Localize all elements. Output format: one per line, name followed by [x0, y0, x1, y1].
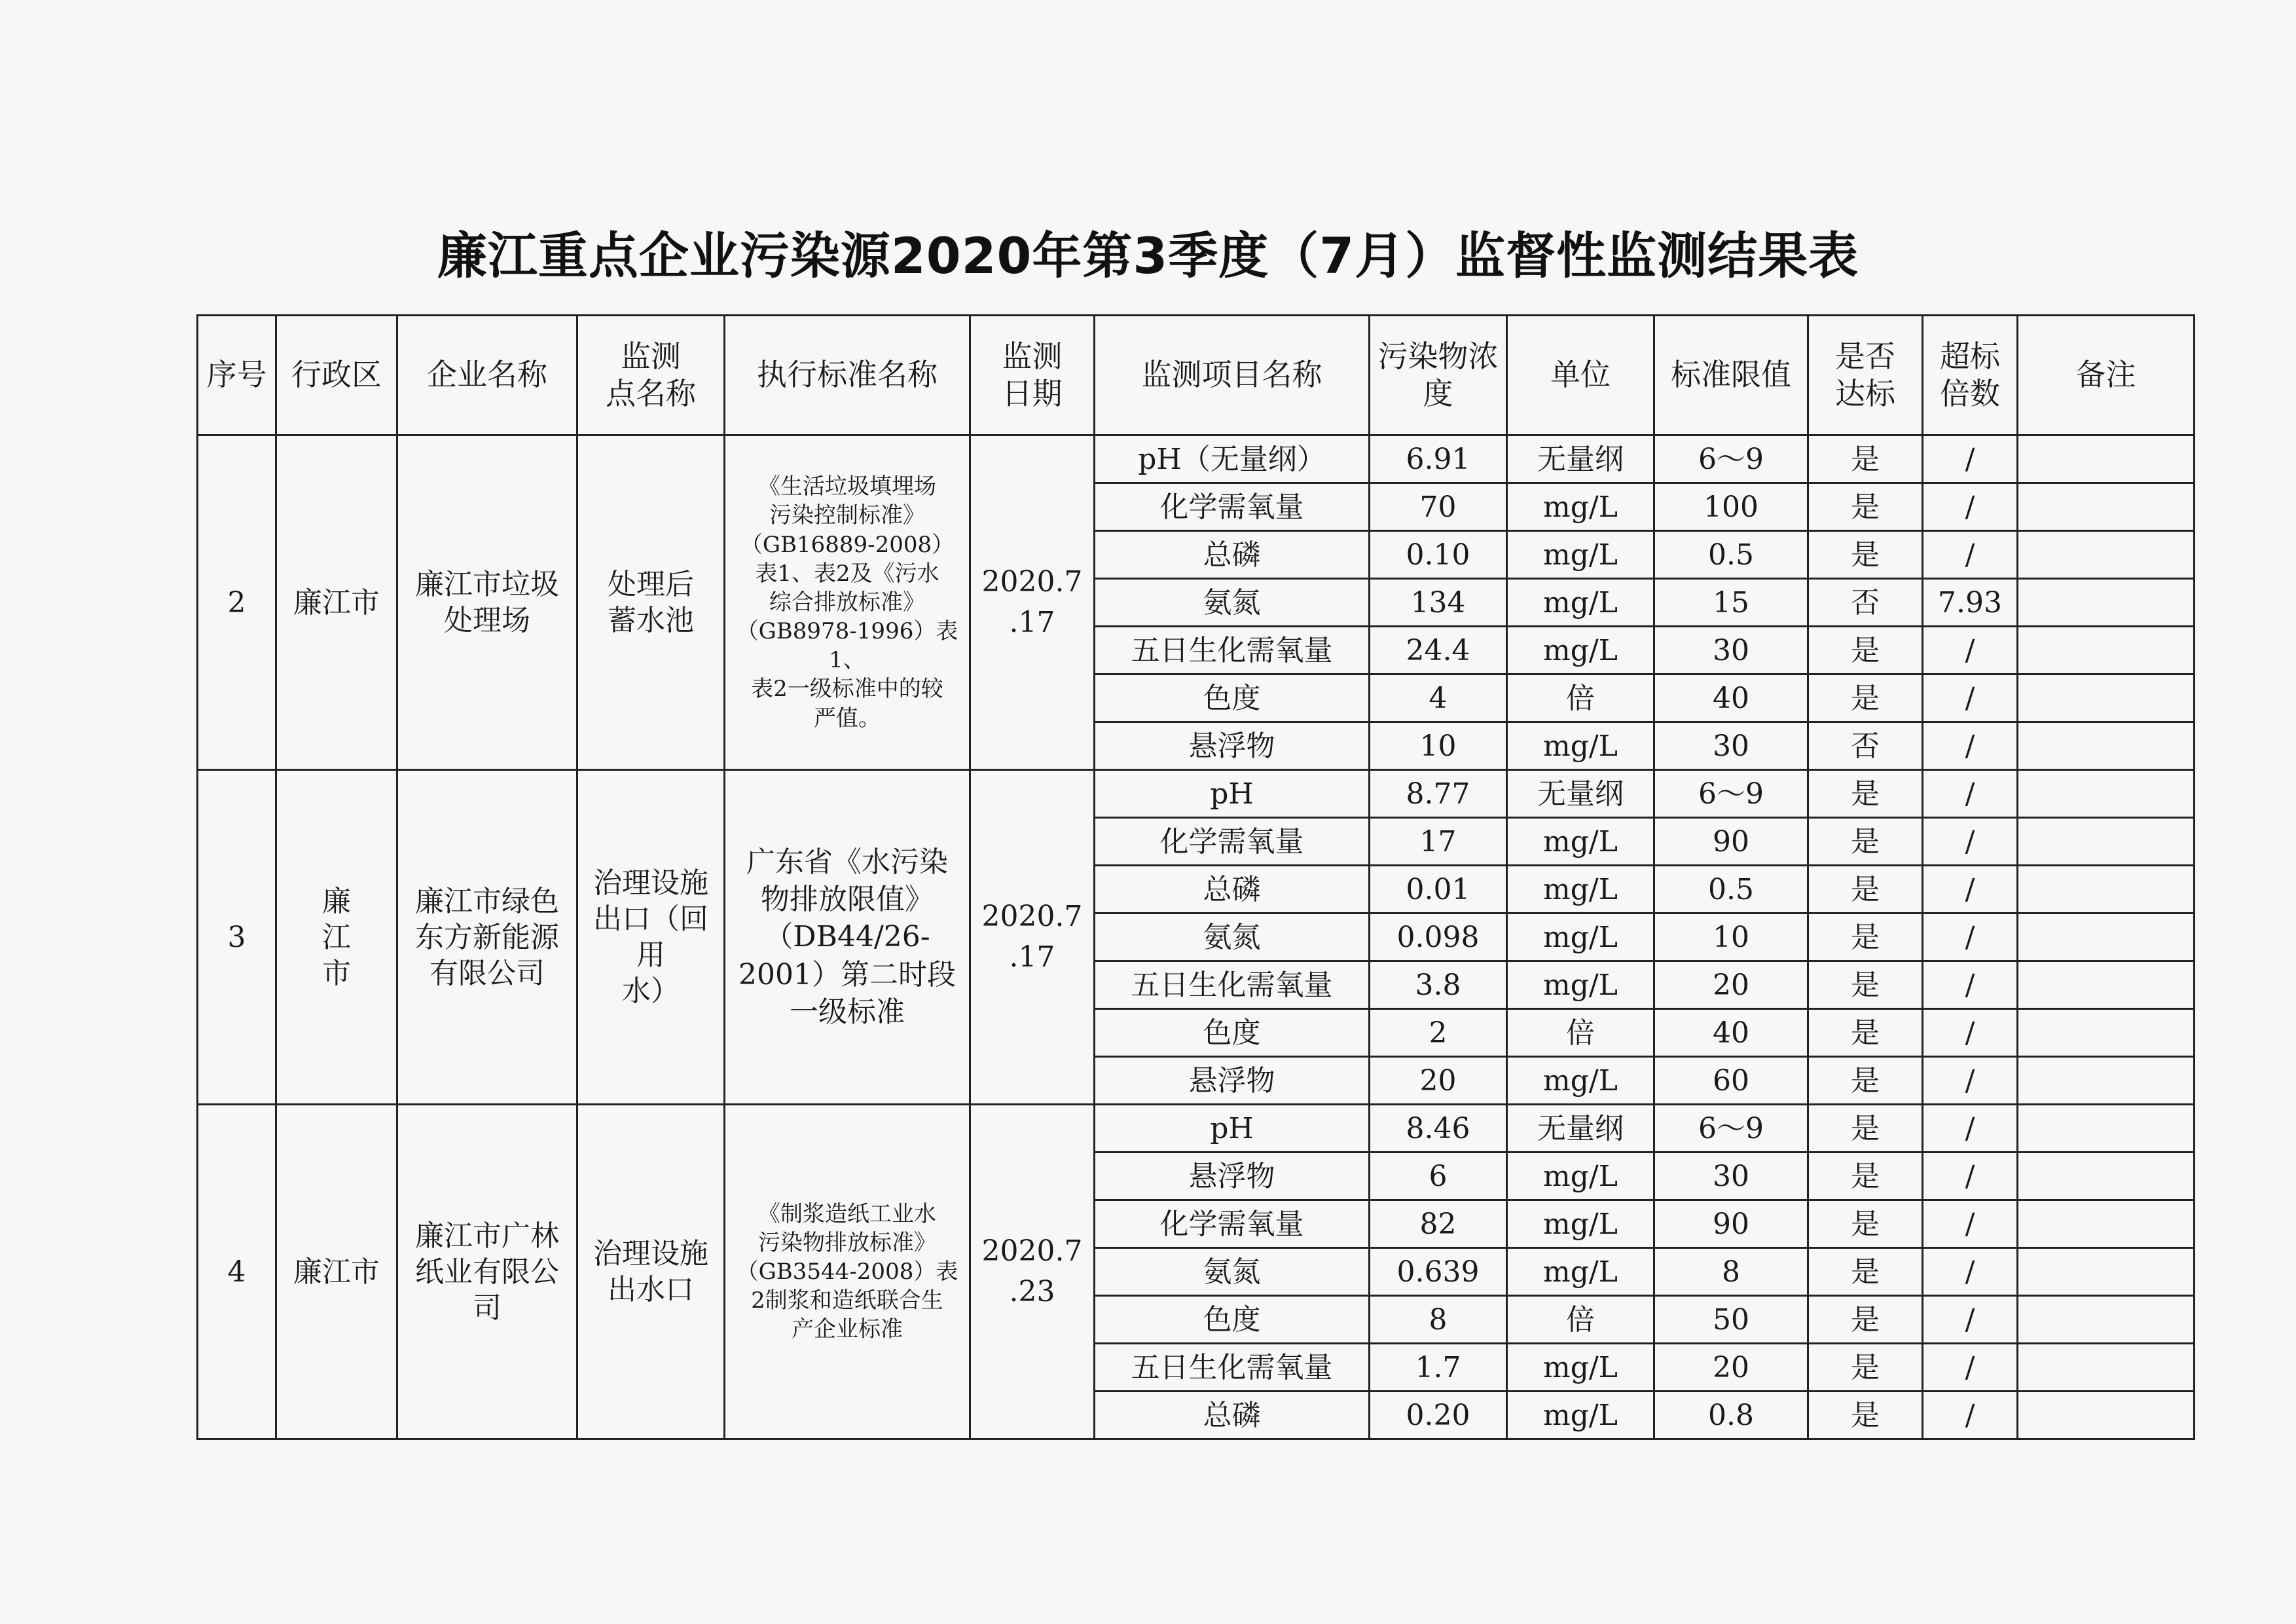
cell-limit: 8	[1654, 1248, 1808, 1296]
cell-remark	[2018, 1296, 2195, 1344]
cell-item: 总磷	[1095, 531, 1370, 579]
cell-exceed: /	[1923, 818, 2018, 866]
cell-remark	[2018, 1344, 2195, 1392]
table-row	[198, 435, 2195, 483]
cell-unit: 无量纲	[1507, 770, 1654, 818]
cell-unit: mg/L	[1507, 1248, 1654, 1296]
cell-limit: 10	[1654, 913, 1808, 961]
cell-remark	[2018, 1009, 2195, 1057]
header-col-ok: 是否 达标	[1808, 316, 1923, 435]
cell-limit: 6～9	[1654, 770, 1808, 818]
cell-ok: 是	[1808, 913, 1923, 961]
header-col-item: 监测项目名称	[1095, 316, 1370, 435]
group-point: 治理设施 出口（回用 水）	[577, 770, 725, 1105]
cell-ok: 是	[1808, 1296, 1923, 1344]
cell-ok: 是	[1808, 1200, 1923, 1248]
cell-value: 0.639	[1370, 1248, 1507, 1296]
cell-remark	[2018, 866, 2195, 913]
group-date: 2020.7 .23	[970, 1105, 1095, 1439]
cell-limit: 6～9	[1654, 435, 1808, 483]
cell-ok: 是	[1808, 1344, 1923, 1392]
cell-unit: mg/L	[1507, 1057, 1654, 1105]
group-standard: 《生活垃圾填埋场 污染控制标准》 （GB16889-2008） 表1、表2及《污水 综合排放标准》 （GB8978-1996）表 1、 表2一级标准中的较 严值。	[725, 435, 970, 770]
group-company: 廉江市广林 纸业有限公 司	[397, 1105, 577, 1439]
cell-value: 8.77	[1370, 770, 1507, 818]
cell-item: 悬浮物	[1095, 1153, 1370, 1200]
group-seq: 3	[198, 770, 276, 1105]
cell-unit: mg/L	[1507, 579, 1654, 627]
cell-limit: 50	[1654, 1296, 1808, 1344]
cell-unit: mg/L	[1507, 1200, 1654, 1248]
cell-exceed: /	[1923, 1200, 2018, 1248]
cell-limit: 90	[1654, 1200, 1808, 1248]
cell-remark	[2018, 674, 2195, 722]
cell-limit: 0.5	[1654, 531, 1808, 579]
cell-remark	[2018, 435, 2195, 483]
cell-item: 悬浮物	[1095, 722, 1370, 770]
cell-unit: 倍	[1507, 674, 1654, 722]
group-point: 治理设施 出水口	[577, 1105, 725, 1439]
cell-value: 4	[1370, 674, 1507, 722]
header-col-unit: 单位	[1507, 316, 1654, 435]
cell-remark	[2018, 722, 2195, 770]
cell-exceed: /	[1923, 1153, 2018, 1200]
group-district: 廉江市	[276, 435, 397, 770]
cell-limit: 90	[1654, 818, 1808, 866]
cell-value: 0.20	[1370, 1392, 1507, 1439]
cell-ok: 是	[1808, 531, 1923, 579]
cell-value: 24.4	[1370, 627, 1507, 674]
group-company: 廉江市垃圾 处理场	[397, 435, 577, 770]
cell-remark	[2018, 1153, 2195, 1200]
cell-ok: 是	[1808, 818, 1923, 866]
cell-unit: mg/L	[1507, 722, 1654, 770]
cell-ok: 是	[1808, 1009, 1923, 1057]
cell-item: 悬浮物	[1095, 1057, 1370, 1105]
cell-unit: mg/L	[1507, 627, 1654, 674]
cell-item: 化学需氧量	[1095, 1200, 1370, 1248]
cell-limit: 60	[1654, 1057, 1808, 1105]
cell-value: 8	[1370, 1296, 1507, 1344]
cell-remark	[2018, 1057, 2195, 1105]
cell-ok: 是	[1808, 1057, 1923, 1105]
cell-ok: 是	[1808, 1248, 1923, 1296]
cell-item: 色度	[1095, 674, 1370, 722]
cell-remark	[2018, 579, 2195, 627]
cell-ok: 是	[1808, 627, 1923, 674]
cell-value: 6.91	[1370, 435, 1507, 483]
cell-unit: mg/L	[1507, 913, 1654, 961]
page-title: 廉江重点企业污染源2020年第3季度（7月）监督性监测结果表	[437, 227, 1859, 285]
cell-exceed: 7.93	[1923, 579, 2018, 627]
cell-item: pH	[1095, 770, 1370, 818]
cell-limit: 0.5	[1654, 866, 1808, 913]
cell-item: pH	[1095, 1105, 1370, 1153]
cell-limit: 0.8	[1654, 1392, 1808, 1439]
cell-value: 3.8	[1370, 961, 1507, 1009]
cell-remark	[2018, 913, 2195, 961]
cell-exceed: /	[1923, 866, 2018, 913]
cell-unit: mg/L	[1507, 1153, 1654, 1200]
cell-exceed: /	[1923, 722, 2018, 770]
cell-limit: 30	[1654, 1153, 1808, 1200]
cell-exceed: /	[1923, 1009, 2018, 1057]
cell-exceed: /	[1923, 1392, 2018, 1439]
header-col-district: 行政区	[276, 316, 397, 435]
group-district: 廉江市	[276, 1105, 397, 1439]
cell-limit: 40	[1654, 1009, 1808, 1057]
cell-item: pH（无量纲）	[1095, 435, 1370, 483]
cell-exceed: /	[1923, 435, 2018, 483]
cell-remark	[2018, 627, 2195, 674]
group-point: 处理后 蓄水池	[577, 435, 725, 770]
cell-unit: mg/L	[1507, 866, 1654, 913]
header-col-date: 监测 日期	[970, 316, 1095, 435]
table-row	[198, 1105, 2195, 1153]
cell-ok: 是	[1808, 1392, 1923, 1439]
cell-unit: mg/L	[1507, 818, 1654, 866]
cell-remark	[2018, 483, 2195, 531]
cell-value: 10	[1370, 722, 1507, 770]
cell-exceed: /	[1923, 770, 2018, 818]
cell-limit: 20	[1654, 961, 1808, 1009]
cell-exceed: /	[1923, 627, 2018, 674]
cell-item: 化学需氧量	[1095, 483, 1370, 531]
cell-remark	[2018, 1248, 2195, 1296]
cell-item: 总磷	[1095, 1392, 1370, 1439]
group-seq: 4	[198, 1105, 276, 1439]
cell-unit: mg/L	[1507, 961, 1654, 1009]
cell-exceed: /	[1923, 1057, 2018, 1105]
cell-item: 色度	[1095, 1009, 1370, 1057]
cell-exceed: /	[1923, 1248, 2018, 1296]
cell-ok: 否	[1808, 579, 1923, 627]
cell-item: 氨氮	[1095, 913, 1370, 961]
cell-exceed: /	[1923, 1344, 2018, 1392]
header-row	[198, 316, 2195, 435]
cell-limit: 6～9	[1654, 1105, 1808, 1153]
cell-item: 色度	[1095, 1296, 1370, 1344]
cell-ok: 是	[1808, 866, 1923, 913]
table-body	[198, 435, 2195, 1439]
cell-exceed: /	[1923, 531, 2018, 579]
cell-value: 20	[1370, 1057, 1507, 1105]
cell-exceed: /	[1923, 961, 2018, 1009]
cell-value: 1.7	[1370, 1344, 1507, 1392]
cell-value: 2	[1370, 1009, 1507, 1057]
group-district: 廉 江 市	[276, 770, 397, 1105]
cell-unit: 无量纲	[1507, 1105, 1654, 1153]
cell-unit: mg/L	[1507, 1392, 1654, 1439]
cell-limit: 40	[1654, 674, 1808, 722]
table-row	[198, 770, 2195, 818]
cell-ok: 是	[1808, 1153, 1923, 1200]
cell-item: 氨氮	[1095, 1248, 1370, 1296]
header-col-company: 企业名称	[397, 316, 577, 435]
cell-remark	[2018, 1105, 2195, 1153]
cell-exceed: /	[1923, 483, 2018, 531]
cell-limit: 20	[1654, 1344, 1808, 1392]
cell-unit: 倍	[1507, 1296, 1654, 1344]
group-date: 2020.7 .17	[970, 770, 1095, 1105]
cell-value: 17	[1370, 818, 1507, 866]
cell-ok: 是	[1808, 961, 1923, 1009]
cell-value: 70	[1370, 483, 1507, 531]
cell-remark	[2018, 818, 2195, 866]
cell-item: 五日生化需氧量	[1095, 627, 1370, 674]
header-col-exceed: 超标 倍数	[1923, 316, 2018, 435]
monitoring-results-table	[196, 314, 2195, 1440]
cell-ok: 是	[1808, 1105, 1923, 1153]
cell-limit: 30	[1654, 722, 1808, 770]
cell-item: 化学需氧量	[1095, 818, 1370, 866]
cell-exceed: /	[1923, 913, 2018, 961]
cell-ok: 否	[1808, 722, 1923, 770]
cell-item: 五日生化需氧量	[1095, 961, 1370, 1009]
cell-unit: mg/L	[1507, 531, 1654, 579]
cell-value: 6	[1370, 1153, 1507, 1200]
table-header	[198, 316, 2195, 435]
cell-item: 总磷	[1095, 866, 1370, 913]
cell-limit: 15	[1654, 579, 1808, 627]
header-col-standard: 执行标准名称	[725, 316, 970, 435]
cell-item: 氨氮	[1095, 579, 1370, 627]
cell-exceed: /	[1923, 674, 2018, 722]
group-standard: 广东省《水污染 物排放限值》 （DB44/26- 2001）第二时段 一级标准	[725, 770, 970, 1105]
cell-unit: 倍	[1507, 1009, 1654, 1057]
cell-unit: 无量纲	[1507, 435, 1654, 483]
header-col-remark: 备注	[2018, 316, 2195, 435]
cell-ok: 是	[1808, 770, 1923, 818]
cell-value: 0.10	[1370, 531, 1507, 579]
cell-item: 五日生化需氧量	[1095, 1344, 1370, 1392]
cell-limit: 100	[1654, 483, 1808, 531]
group-company: 廉江市绿色 东方新能源 有限公司	[397, 770, 577, 1105]
cell-limit: 30	[1654, 627, 1808, 674]
cell-exceed: /	[1923, 1105, 2018, 1153]
cell-exceed: /	[1923, 1296, 2018, 1344]
header-col-seq: 序号	[198, 316, 276, 435]
cell-remark	[2018, 1200, 2195, 1248]
cell-ok: 是	[1808, 483, 1923, 531]
cell-remark	[2018, 1392, 2195, 1439]
header-col-value: 污染物浓 度	[1370, 316, 1507, 435]
cell-remark	[2018, 531, 2195, 579]
cell-unit: mg/L	[1507, 483, 1654, 531]
cell-ok: 是	[1808, 674, 1923, 722]
cell-remark	[2018, 961, 2195, 1009]
cell-remark	[2018, 770, 2195, 818]
cell-value: 82	[1370, 1200, 1507, 1248]
cell-value: 0.098	[1370, 913, 1507, 961]
cell-value: 134	[1370, 579, 1507, 627]
cell-value: 8.46	[1370, 1105, 1507, 1153]
group-seq: 2	[198, 435, 276, 770]
cell-unit: mg/L	[1507, 1344, 1654, 1392]
group-standard: 《制浆造纸工业水 污染物排放标准》 （GB3544-2008）表 2制浆和造纸联合生 产企业标准	[725, 1105, 970, 1439]
cell-ok: 是	[1808, 435, 1923, 483]
header-col-limit: 标准限值	[1654, 316, 1808, 435]
header-col-point: 监测 点名称	[577, 316, 725, 435]
group-date: 2020.7 .17	[970, 435, 1095, 770]
cell-value: 0.01	[1370, 866, 1507, 913]
